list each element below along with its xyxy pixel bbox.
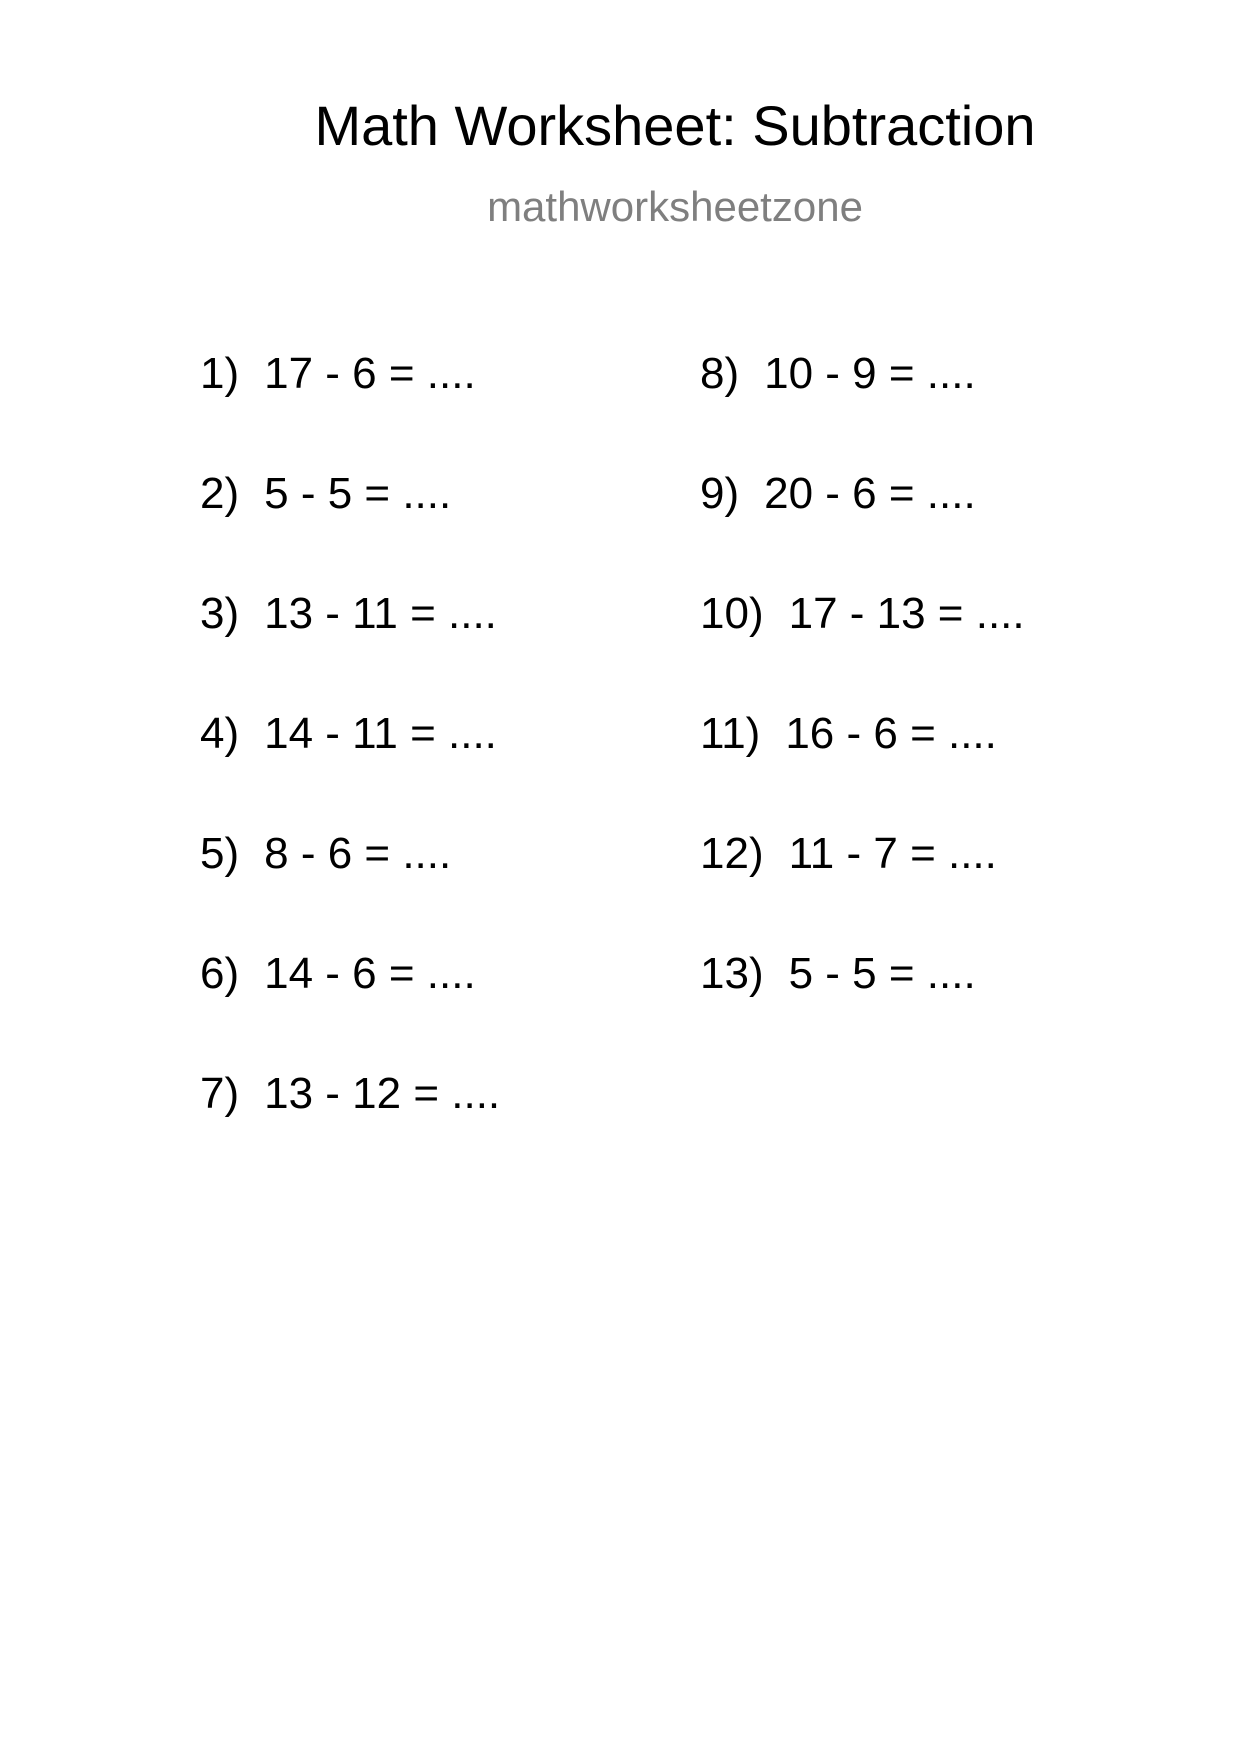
problem-item [200,349,500,472]
problem-number: 2) [200,469,240,518]
problem-item [200,829,500,952]
problem-item [700,589,1025,712]
problem-number: 7) [200,1069,240,1118]
problem-item [700,709,1025,832]
problem-number: 3) [200,589,240,638]
problem-expression: 10 - 9 = .... [764,349,976,398]
problem-number: 4) [200,709,240,758]
problem-number: 11) [700,709,761,758]
problem-item [200,469,500,592]
problem-number: 9) [700,469,740,518]
problem-item [700,829,1025,952]
problem-expression: 17 - 6 = .... [264,349,476,398]
problem-item [200,1069,501,1192]
problem-expression: 5 - 5 = .... [264,469,452,518]
problem-expression: 11 - 7 = .... [788,829,997,878]
problem-item [700,349,1025,472]
problem-expression: 14 - 6 = .... [264,949,476,998]
problem-item [700,949,1025,1072]
problem-expression: 13 - 12 = .... [264,1069,501,1118]
problem-item [200,589,500,712]
problem-item [700,469,1025,592]
problem-expression: 14 - 11 = .... [264,709,497,758]
worksheet-title: Math Worksheet: Subtraction [314,94,1036,157]
problem-expression: 20 - 6 = .... [764,469,976,518]
worksheet-subtitle: mathworksheetzone [487,183,863,230]
problem-expression: 13 - 11 = .... [264,589,497,638]
problem-item [200,709,500,832]
problem-item [200,949,500,1072]
problem-number: 13) [700,949,764,998]
problem-number: 6) [200,949,240,998]
problems-left-column [200,349,501,1192]
problem-number: 8) [700,349,740,398]
problem-number: 10) [700,589,764,638]
problem-number: 12) [700,829,764,878]
problem-expression: 17 - 13 = .... [788,589,1025,638]
problem-expression: 5 - 5 = .... [788,949,976,998]
problem-number: 5) [200,829,240,878]
problem-expression: 8 - 6 = .... [264,829,452,878]
problem-expression: 16 - 6 = .... [785,709,997,758]
problem-number: 1) [200,349,240,398]
problems-right-column [700,349,1025,1072]
